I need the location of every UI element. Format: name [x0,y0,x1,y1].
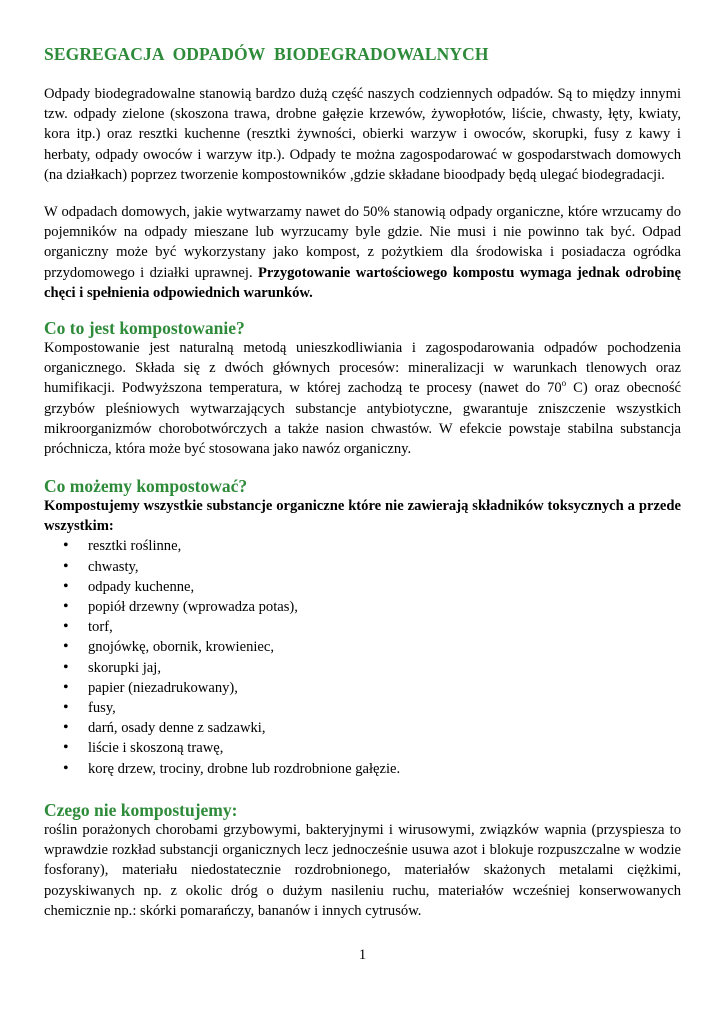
list-item: • fusy, [44,698,681,718]
list-item: • darń, osady denne z sadzawki, [44,718,681,738]
section-czego-nie [44,800,681,921]
section-heading-kompostowanie: Co to jest kompostowanie? [44,318,245,338]
section-heading-czego-nie: Czego nie kompostujemy: [44,800,238,820]
intro-text-2-normal: W odpadach domowych, jakie wytwarzamy nawet do 50% stanowią odpady organiczne, które wrzucamy do pojemników na odpady mieszane lub wyrzucamy byle gdzie. Nie musi i nie powinno tak być. Odpad organiczny może być wykorzystany jako kompost, z pożytkiem dla środowiska i posiadacza ogródka przydomowego i działki uprawnej. [44,204,681,281]
section-heading-co-mozemy: Co możemy kompostować? [44,476,248,496]
intro-text-1: Odpady biodegradowalne stanowią bardzo dużą część naszych codziennych odpadów. Są to między innymi tzw. odpady zielone (skoszona trawa, drobne gałęzie krzewów, żywopłotów, liście, chwasty, łęty, kwiaty, kora itp.) oraz resztki kuchenne (resztki żywności, obierki warzyw i owoców, skorupki, fusy z kawy i herbaty, odpady owoców i warzyw itp.). Odpady te można zagospodarować w gospodarstwach domowych (na działkach) poprzez tworzenie kompostowników ,gdzie składane bioodpady będą ulegać biodegradacji. [44,86,681,183]
section1-text-a: Kompostowanie jest naturalną metodą unieszkodliwiania i zagospodarowania odpadów pochodzenia organicznego. Składa się z dwóch głównych procesów: mineralizacji w warunkach tlenowych oraz humifikacji. Podwyższona temperatura, w której zachodzą te procesy (nawet do 70 [44,340,681,397]
section2-lead-bold: Kompostujemy wszystkie substancje organiczne które nie zawierają składników toksycznych a przede wszystkim: [44,498,681,535]
intro-paragraph-1 [44,84,681,185]
list-item: • odpady kuchenne, [44,577,681,597]
section-lead-co-mozemy [44,496,681,536]
list-item: • papier (niezadrukowany), [44,678,681,698]
section1-text-b: C) oraz obecność grzybów pleśniowych wytwarzających substancje antybiotyczne, gwarantuje zniszczenie wszystkich mikroorganizmów chorobotwórczych a także nasion chwastów. W efekcie powstaje stabilna substancja próchnicza, która może być stosowana jako nawóz organiczny. [44,380,681,458]
list-item: • liście i skoszoną trawę, [44,738,681,758]
section-text-czego-nie: roślin porażonych chorobami grzybowymi, bakteryjnymi i wirusowymi, związków wapnia (przyspiesza to wprawdzie rozkład substancji organicznych lecz jednocześnie usuwa azot i blokuje rozpuszczalne w wodzie fosforany), materiału niedostatecznie rozdrobnionego, materiałów skażonych metalami ciężkimi, pozyskiwanych np. z okolic dróg o dużym nasileniu ruchu, materiałów wcześniej konserwowanych chemicznie np.: skórki pomarańczy, bananów i innych cytrusów. [44,822,681,919]
section-co-mozemy [44,476,681,779]
list-item: • chwasty, [44,557,681,577]
list-item: • resztki roślinne, [44,536,681,556]
list-item: • korę drzew, trociny, drobne lub rozdrobnione gałęzie. [44,759,681,779]
list-item: • skorupki jaj, [44,658,681,678]
compost-items-list [44,536,681,778]
list-item: • torf, [44,617,681,637]
document-title: SEGREGACJA ODPADÓW BIODEGRADOWALNYCH [44,44,489,64]
page-number: 1 [358,947,367,963]
intro-text-2-bold: Przygotowanie wartościowego kompostu wymaga jednak odrobinę chęci i spełnienia odpowiednich warunków. [44,264,681,301]
intro-paragraph-2 [44,202,681,303]
section-text-kompostowanie [44,338,681,459]
intro-text-2 [44,202,681,303]
list-item: • gnojówkę, obornik, krowieniec, [44,637,681,657]
list-item: • popiół drzewny (wprowadza potas), [44,597,681,617]
degree-sup: o [561,378,567,389]
section-kompostowanie [44,318,681,459]
